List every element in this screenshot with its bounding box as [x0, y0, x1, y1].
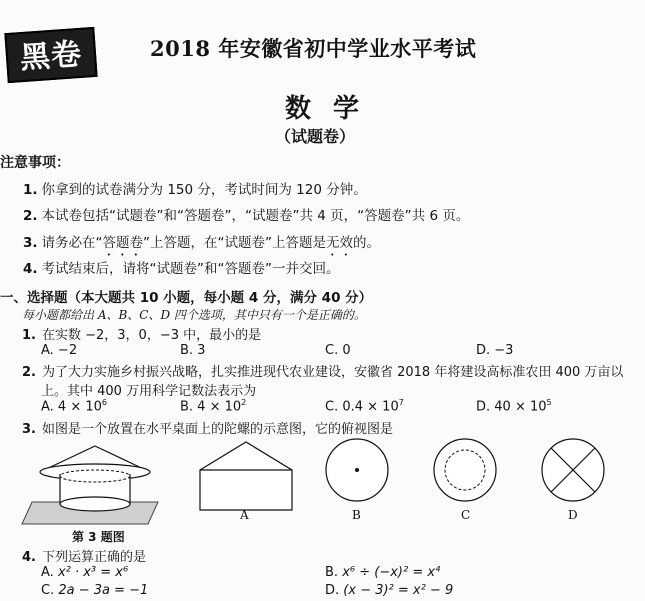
option-d-figure: [540, 437, 606, 503]
note-text-post: 的。: [353, 235, 381, 251]
question-3-stem: [22, 418, 393, 437]
note-number: 1.: [23, 182, 38, 198]
q4-option-b: [325, 565, 440, 580]
option-base: D. 40 × 10: [476, 399, 547, 415]
note-text: 本试卷包括“试题卷”和“答题卷”，“试题卷”共 4 页，“答题卷”共 6 页。: [41, 208, 470, 224]
option-c-figure: [432, 437, 498, 503]
q1-option-d: D. −3: [476, 343, 514, 358]
cylinder-base: [60, 497, 130, 511]
question-1-stem: [22, 324, 261, 343]
q4-option-d: [325, 583, 453, 598]
q2-option-b: [180, 398, 246, 414]
note-text: 你拿到的试卷满分为 150 分，考试时间为 120 分钟。: [41, 182, 367, 198]
notes-heading: 注意事项：: [0, 155, 70, 171]
option-base: B. 4 × 10: [180, 399, 242, 415]
note-text-pre: 请务必在“: [41, 235, 103, 251]
figure-caption: 第 3 题图: [72, 530, 125, 544]
note-text-mid: ”上答题，在“试题卷”上答题是: [143, 235, 327, 251]
question-2-stem-line2: 上。其中 400 万用科学记数法表示为: [41, 384, 257, 399]
q4-option-a: [41, 565, 128, 580]
option-label: A.: [41, 565, 54, 580]
question-text: 在实数 −2，3，0，−3 中，最小的是: [41, 328, 262, 343]
note-item-4: [23, 257, 340, 277]
q1-option-a: A. −2: [41, 343, 78, 358]
note-emphasis-answer-sheet: 答题卷: [102, 235, 144, 251]
option-base: C. 0.4 × 10: [325, 399, 399, 415]
note-item-2: [23, 204, 469, 224]
spinning-top-figure: [20, 440, 170, 525]
option-c-label: C: [461, 508, 471, 522]
option-expression: 2a − 3a = −1: [58, 583, 149, 598]
question-4-stem: [22, 546, 146, 565]
subject-title: 数学: [285, 94, 382, 124]
question-2-stem: [22, 361, 623, 380]
section-instruction: 每小题都给出 A、B、C、D 四个选项，其中只有一个是正确的。: [22, 308, 366, 322]
exam-title: 2018 年安徽省初中学业水平考试: [150, 36, 477, 61]
option-exponent: 2: [241, 398, 247, 407]
section-title: 一、选择题（本大题共 10 小题，每小题 4 分，满分 40 分）: [0, 290, 373, 306]
q2-option-c: [325, 398, 404, 414]
option-a-label: A: [240, 508, 249, 522]
option-expression: (x − 3)² = x² − 9: [343, 583, 454, 598]
q2-option-a: [41, 398, 107, 414]
option-label: D.: [325, 583, 340, 598]
question-text: 为了大力实施乡村振兴战略，扎实推进现代农业建设，安徽省 2018 年将建设高标准农田 400 万亩以: [41, 365, 624, 380]
note-text: 考试结束后，请将“试题卷”和“答题卷”一并交回。: [41, 261, 340, 277]
option-exponent: 6: [101, 398, 107, 407]
question-number: 4.: [22, 550, 36, 565]
note-number: 2.: [23, 208, 38, 224]
q2-option-d: [476, 398, 552, 414]
question-text: 下列运算正确的是: [41, 550, 146, 565]
option-expression: x² · x³ = x⁶: [57, 565, 129, 580]
option-base: A. 4 × 10: [41, 399, 102, 415]
q4-option-c: [41, 583, 148, 598]
question-number: 3.: [22, 422, 36, 437]
paper-type: （试题卷）: [275, 127, 356, 146]
option-b-figure: [324, 437, 390, 503]
question-text: 如图是一个放置在水平桌面上的陀螺的示意图，它的俯视图是: [41, 422, 393, 437]
option-exponent: 5: [546, 398, 552, 407]
note-emphasis-invalid: 无效: [326, 235, 354, 251]
black-paper-badge: 黑卷: [4, 27, 97, 83]
option-exponent: 7: [398, 398, 404, 407]
note-item-3: [23, 231, 380, 259]
option-label: C.: [41, 583, 55, 598]
question-number: 2.: [22, 365, 36, 380]
option-label: B.: [325, 565, 339, 580]
q1-option-c: C. 0: [325, 343, 351, 358]
q1-option-b: B. 3: [180, 343, 206, 358]
note-item-1: [23, 178, 367, 198]
option-expression: x⁶ ÷ (−x)² = x⁴: [342, 565, 441, 580]
option-d-label: D: [568, 508, 578, 522]
option-a-figure: [198, 440, 294, 512]
note-number: 4.: [23, 261, 38, 277]
question-number: 1.: [22, 328, 36, 343]
option-b-label: B: [352, 508, 361, 522]
note-number: 3.: [23, 235, 38, 251]
